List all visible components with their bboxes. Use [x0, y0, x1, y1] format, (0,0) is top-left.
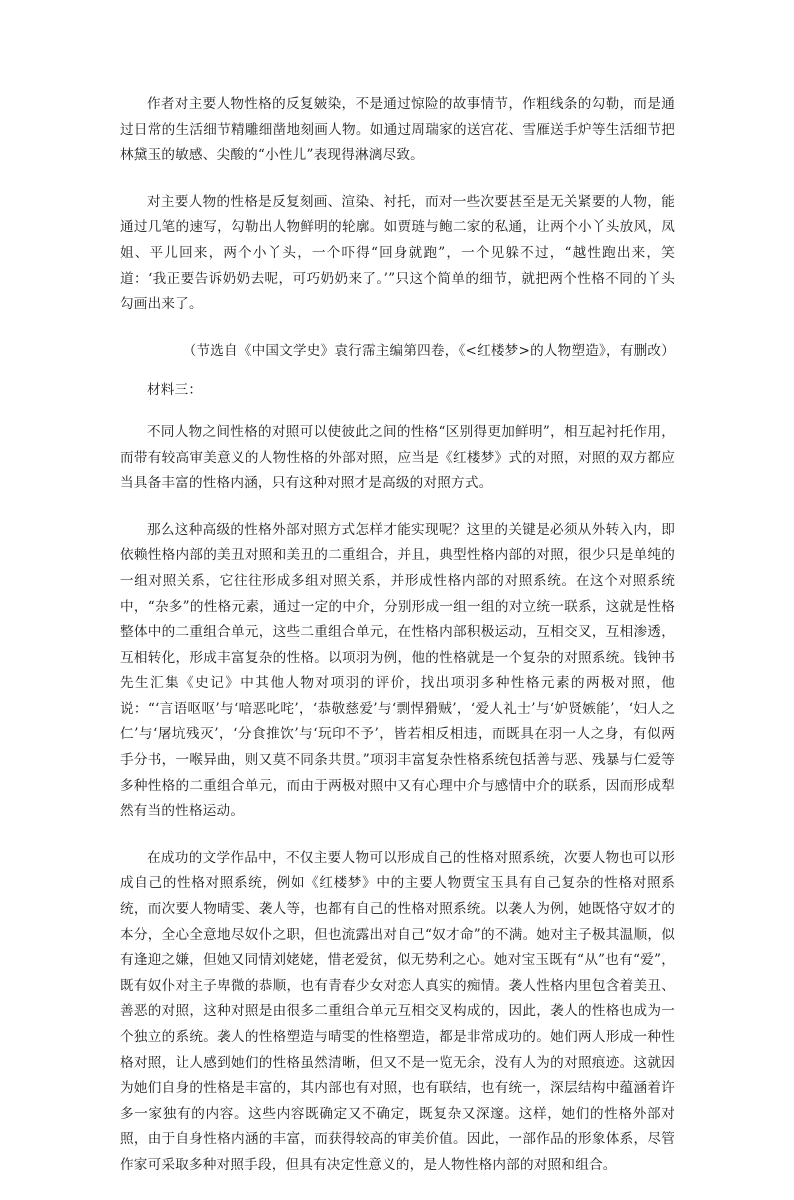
source-citation: （节选自《中国文学史》袁行霈主编第四卷，《<红楼梦>的人物塑造》，有删改） — [182, 342, 675, 359]
document-page — [120, 92, 675, 1200]
material-three-label: 材料三： — [147, 382, 203, 399]
paragraph-5: 在成功的文学作品中，不仅主要人物可以形成自己的性格对照系统，次要人物也可以形成自己的性格对照系统，例如《红楼梦》中的主要人物贾宝玉具有自己复杂的性格对照系统，而次要人物晴雯、袭人等，也都有自己的性格对照系统。以袭人为例，她既恪守奴才的本分，全心全意地尽奴仆之职，但也流露出对自己“奴才命”的不满。她对主子极其温顺，似有逢迎之嫌，但她又同情刘姥姥，惜老爱贫，似无势利之心。她对宝玉既有“从”也有“爱”，既有奴仆对主子卑微的恭顺，也有青春少女对恋人真实的痴情。袭人性格内里包含着美丑、善恶的对照，这种对照是由很多二重组合单元互相交叉构成的，因此，袭人的性格也成为一个独立的系统。袭人的性格塑造与晴雯的性格塑造，都是非常成功的。她们两人形成一种性格对照，让人感到她们的性格虽然清晰，但又不是一览无余，没有人为的对照痕迹。这就因为她们自身的性格是丰富的，其内部也有对照，也有联结，也有统一，深层结构中蕴涵着许多一家独有的内容。这些内容既确定又不确定，既复杂又深邃。这样，她们的性格外部对照，由于自身性格内涵的丰富，而获得较高的审美价值。因此，一部作品的形象体系，尽管作家可采取多种对照手段，但具有决定性意义的，是人物性格内部的对照和组合。 — [120, 849, 675, 1173]
paragraph-3: 不同人物之间性格的对照可以使彼此之间的性格“区别得更加鲜明”，相互起衬托作用，而带有较高审美意义的人物性格的外部对照，应当是《红楼梦》式的对照，对照的双方都应当具备丰富的性格内涵，只有这种对照才是高级的对照方式。 — [120, 423, 675, 492]
paragraph-4: 那么这种高级的性格外部对照方式怎样才能实现呢？这里的关键是必须从外转入内，即依赖性格内部的美丑对照和美丑的二重组合，并且，典型性格内部的对照，很少只是单纯的一组对照关系，它往往形成多组对照关系，并形成性格内部的对照系统。在这个对照系统中，“杂多”的性格元素，通过一定的中介，分别形成一组一组的对立统一联系，这就是性格整体中的二重组合单元，这些二重组合单元，在性格内部积极运动，互相交叉，互相渗透，互相转化，形成丰富复杂的性格。以项羽为例，他的性格就是一个复杂的对照系统。钱钟书先生汇集《史记》中其他人物对项羽的评价，找出项羽多种性格元素的两极对照，他说：“‘言语呕呕’与‘喑恶叱咤’，‘恭敬慈爱’与‘剽悍猾贼’，‘爱人礼士’与‘妒贤嫉能’，‘妇人之仁’与‘屠坑残灭’，‘分食推饮’与‘玩印不予’，皆若相反相违，而既具在羽一人之身，有似两手分书，一喉异曲，则又莫不同条共贯。”项羽丰富复杂性格系统包括善与恶、残暴与仁爱等多种性格的二重组合单元，而由于两极对照中又有心理中介与感情中介的联系，因而形成犁然有当的性格运动。 — [120, 521, 675, 820]
paragraph-2: 对主要人物的性格是反复刻画、渲染、衬托，而对一些次要甚至是无关紧要的人物，能通过几笔的速写，勾勒出人物鲜明的轮廓。如贾琏与鲍二家的私通，让两个小丫头放风，凤姐、平儿回来，两个小丫头，一个吓得“回身就跑”，一个见躲不过，“越性跑出来，笑道：‘我正要告诉奶奶去呢，可巧奶奶来了。’”只这个简单的细节，就把两个性格不同的丫头勾画出来了。 — [120, 193, 675, 313]
paragraph-1: 作者对主要人物性格的反复皴染，不是通过惊险的故事情节，作粗线条的勾勒，而是通过日常的生活细节精雕细凿地刻画人物。如通过周瑞家的送宫花、雪雁送手炉等生活细节把林黛玉的敏感、尖酸的“小性儿”表现得淋漓尽致。 — [120, 96, 675, 164]
